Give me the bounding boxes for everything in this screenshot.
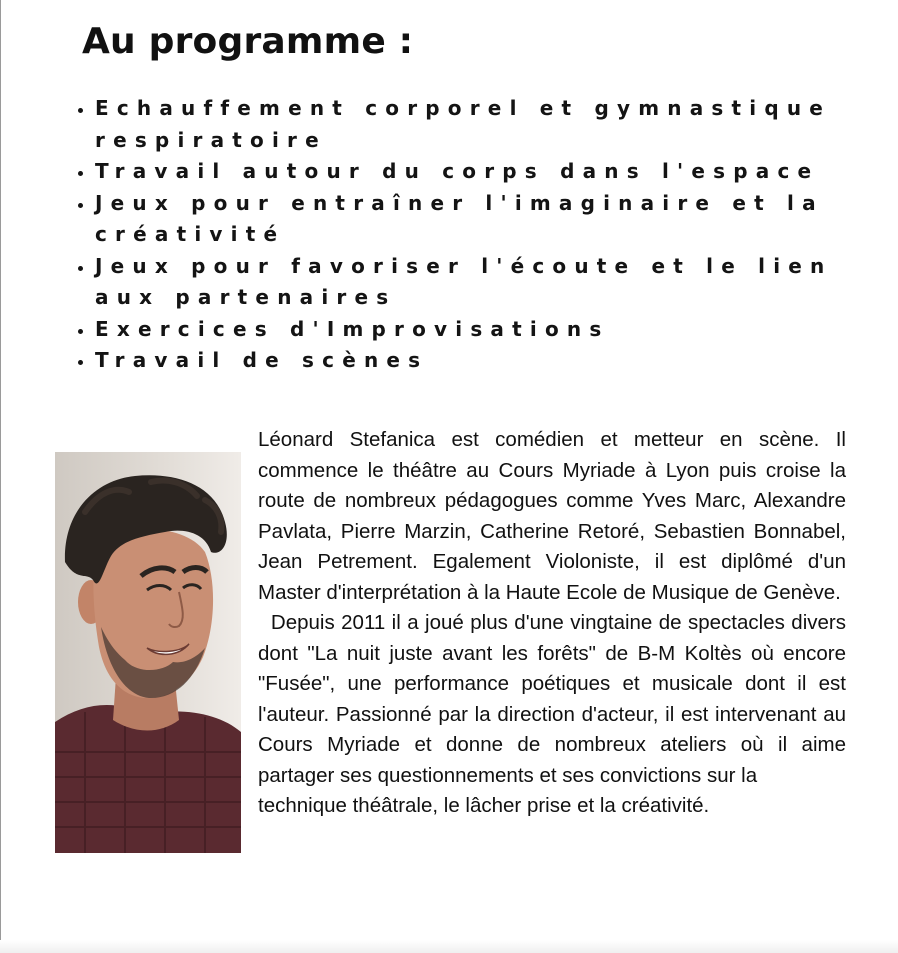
bio-paragraph: Depuis 2011 il a joué plus d'une vingtaine de spectacles divers dont "La nuit juste avant les forêts" de B-M Koltès où encore "Fusée", une performance poétiques et musicale dont il est l'auteur. Passionné par la direction d'acteur, il est intervenant au Cours Myriade et donne de nombreux ateliers où il aime partager ses questionnements et ses convictions sur la [258, 611, 846, 787]
page-bottom-edge [0, 940, 898, 953]
portrait-illustration [55, 452, 241, 853]
bio-paragraph: technique théâtrale, le lâcher prise et la créativité. [258, 794, 710, 817]
list-item: • Exercices d'Improvisations [95, 314, 875, 346]
list-item: • Travail autour du corps dans l'espace [95, 156, 875, 188]
program-list [72, 93, 875, 377]
list-item: • Jeux pour entraîner l'imaginaire et la créativité [95, 188, 875, 251]
list-item: • Echauffement corporel et gymnastique respiratoire [95, 93, 875, 156]
bio-text [258, 425, 846, 822]
list-item: • Jeux pour favoriser l'écoute et le lien aux partenaires [95, 251, 875, 314]
list-item: • Travail de scènes [95, 345, 875, 377]
portrait-photo [55, 452, 241, 853]
page-left-border [0, 0, 1, 953]
bio-paragraph: Léonard Stefanica est comédien et metteur en scène. Il commence le théâtre au Cours Myriade à Lyon puis croise la route de nombreux pédagogues comme Yves Marc, Alexandre Pavlata, Pierre Marzin, Catherine Retoré, Sebastien Bonnabel, Jean Petrement. Egalement Violoniste, il est diplômé d'un Master d'interprétation à la Haute Ecole de Musique de Genève. [258, 428, 846, 604]
page-title: Au programme : [82, 21, 414, 62]
